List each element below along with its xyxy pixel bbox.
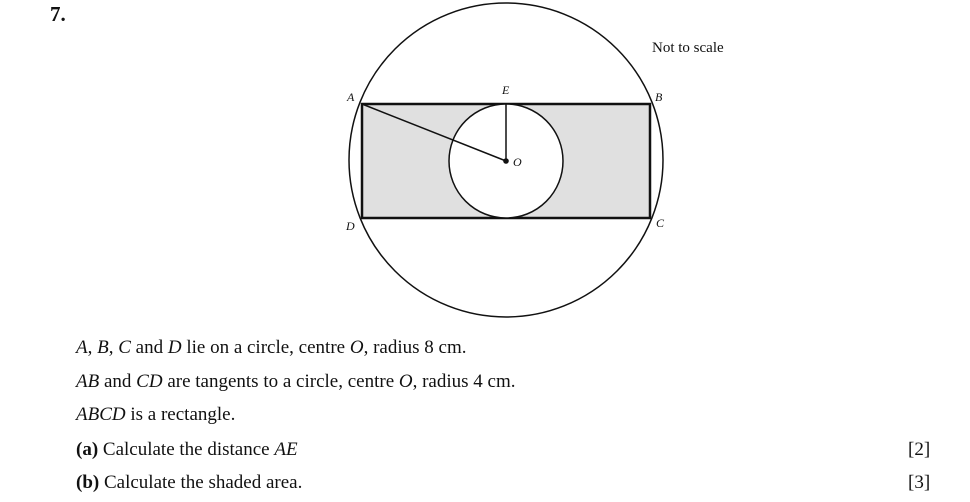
part-b-label: (b) xyxy=(76,472,100,493)
label-o: O xyxy=(513,155,522,169)
statement-line-2: AB and CD are tangents to a circle, centre O, radius 4 cm. xyxy=(76,371,516,392)
label-c: C xyxy=(656,216,665,230)
part-a-label: (a) xyxy=(76,439,99,460)
statement-line-1: A, B, C and D lie on a circle, centre O, radius 8 cm. xyxy=(76,337,467,358)
label-a: A xyxy=(347,90,355,104)
part-a: (a) Calculate the distance AE xyxy=(76,439,298,460)
part-b-marks: [3] xyxy=(908,472,931,493)
part-a-marks: [2] xyxy=(908,439,931,460)
label-d: D xyxy=(346,219,355,233)
question-number: 7. xyxy=(50,2,66,26)
statement-line-3: ABCD is a rectangle. xyxy=(76,404,236,425)
part-b: (b) Calculate the shaded area. xyxy=(76,472,303,493)
not-to-scale-note: Not to scale xyxy=(652,40,724,56)
label-b: B xyxy=(655,90,663,104)
label-e: E xyxy=(502,83,510,97)
centre-point-o xyxy=(503,158,509,164)
